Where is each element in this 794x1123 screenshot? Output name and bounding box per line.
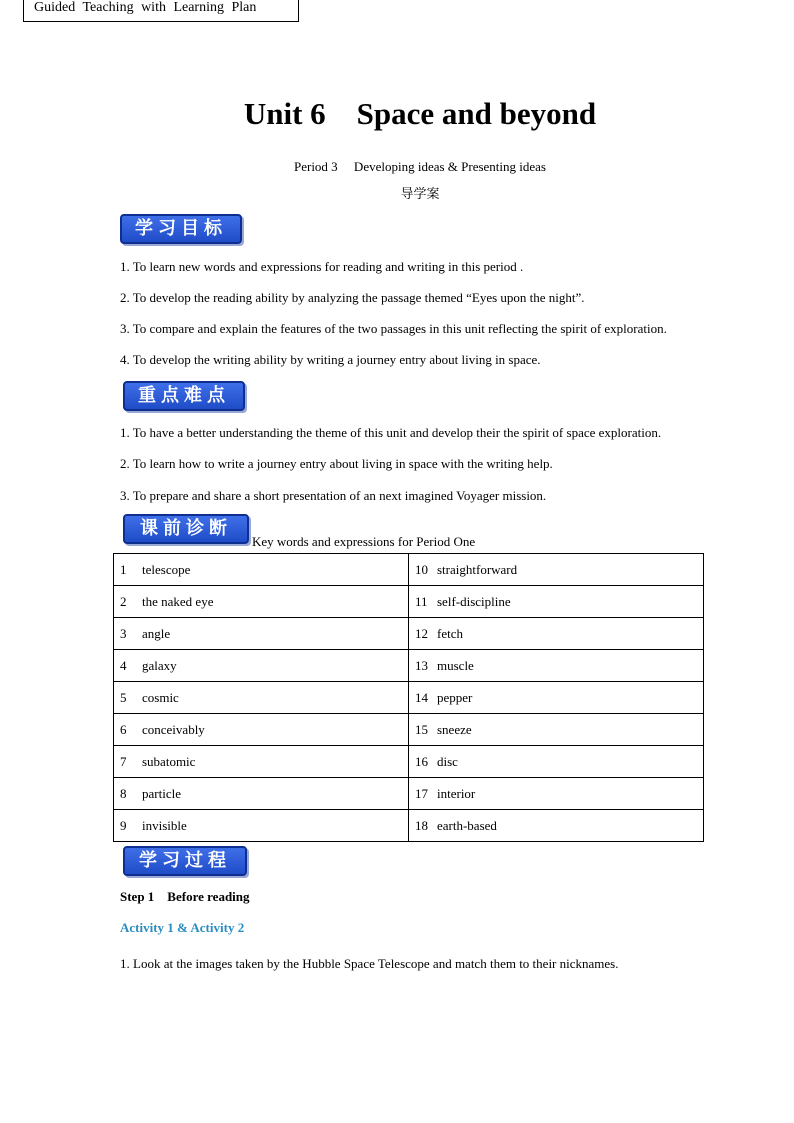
word-text: pepper	[437, 689, 473, 705]
word-cell-left	[114, 746, 409, 778]
word-number: 12	[415, 625, 428, 641]
word-cell-left	[114, 618, 409, 650]
table-row	[114, 682, 704, 714]
word-cell-right	[409, 810, 704, 842]
word-number: 3	[120, 625, 127, 641]
word-number: 1	[120, 561, 127, 577]
word-text: straightforward	[437, 561, 518, 577]
table-row	[114, 650, 704, 682]
word-number: 4	[120, 657, 127, 673]
word-cell-left	[114, 810, 409, 842]
word-text: telescope	[142, 561, 191, 577]
subtitle: 导学案	[400, 187, 440, 202]
page-title: Unit 6 Space and beyond	[243, 96, 597, 131]
word-text: earth-based	[437, 817, 497, 833]
objectives-badge: 学习目标	[120, 214, 242, 244]
objective-item: 2. To develop the reading ability by analyzing the passage themed “Eyes upon the night”.	[120, 290, 585, 305]
word-text: fetch	[437, 625, 463, 641]
word-number: 2	[120, 593, 127, 609]
word-text: disc	[437, 753, 458, 769]
word-number: 18	[415, 817, 428, 833]
word-text: self-discipline	[437, 593, 511, 609]
activity-heading: Activity 1 & Activity 2	[120, 920, 245, 935]
objective-item: 4. To develop the writing ability by writing a journey entry about living in space.	[120, 352, 541, 367]
keypoint-item: 2. To learn how to write a journey entry about living in space with the writing help.	[120, 456, 553, 471]
keypoint-item: 3. To prepare and share a short presentation of an next imagined Voyager mission.	[120, 488, 547, 503]
word-text: cosmic	[142, 689, 179, 705]
word-cell-right	[409, 682, 704, 714]
diagnosis-badge: 课前诊断	[123, 514, 249, 544]
word-number: 15	[415, 721, 428, 737]
process-badge: 学习过程	[123, 846, 247, 876]
table-row	[114, 810, 704, 842]
word-number: 14	[415, 689, 428, 705]
table-row	[114, 554, 704, 586]
task-instruction: 1. Look at the images taken by the Hubble Space Telescope and match them to their nicknames.	[120, 956, 619, 971]
word-cell-right	[409, 714, 704, 746]
vocabulary-table	[113, 553, 704, 842]
table-row	[114, 618, 704, 650]
period-line: Period 3 Developing ideas & Presenting ideas	[293, 159, 546, 174]
word-cell-left	[114, 586, 409, 618]
table-row	[114, 586, 704, 618]
table-row	[114, 778, 704, 810]
objective-item: 3. To compare and explain the features of the two passages in this unit reflecting the spirit of exploration.	[120, 321, 667, 336]
word-text: particle	[142, 785, 181, 801]
word-number: 6	[120, 721, 127, 737]
word-number: 8	[120, 785, 127, 801]
word-text: subatomic	[142, 753, 196, 769]
word-number: 7	[120, 753, 127, 769]
word-text: galaxy	[142, 657, 177, 673]
word-cell-right	[409, 554, 704, 586]
word-number: 13	[415, 657, 428, 673]
word-text: sneeze	[437, 721, 472, 737]
table-row	[114, 714, 704, 746]
keypoints-badge: 重点难点	[123, 381, 245, 411]
word-number: 17	[415, 785, 428, 801]
word-text: muscle	[437, 657, 474, 673]
word-number: 10	[415, 561, 428, 577]
table-caption: Key words and expressions for Period One	[252, 534, 476, 549]
word-text: the naked eye	[142, 593, 214, 609]
word-cell-right	[409, 778, 704, 810]
word-cell-left	[114, 554, 409, 586]
word-text: interior	[437, 785, 476, 801]
word-cell-right	[409, 650, 704, 682]
word-cell-left	[114, 682, 409, 714]
word-text: invisible	[142, 817, 187, 833]
word-number: 11	[415, 593, 428, 609]
word-cell-right	[409, 618, 704, 650]
word-cell-left	[114, 778, 409, 810]
word-cell-right	[409, 586, 704, 618]
keypoint-item: 1. To have a better understanding the theme of this unit and develop their the spirit of space exploration.	[120, 425, 662, 440]
table-row	[114, 746, 704, 778]
word-cell-right	[409, 746, 704, 778]
word-cell-left	[114, 650, 409, 682]
word-text: angle	[142, 625, 171, 641]
header-tag: Guided Teaching with Learning Plan	[23, 0, 299, 22]
word-number: 9	[120, 817, 127, 833]
word-number: 5	[120, 689, 127, 705]
step-heading: Step 1 Before reading	[120, 889, 250, 904]
word-cell-left	[114, 714, 409, 746]
word-text: conceivably	[142, 721, 205, 737]
word-number: 16	[415, 753, 428, 769]
objective-item: 1. To learn new words and expressions for reading and writing in this period .	[120, 259, 524, 274]
